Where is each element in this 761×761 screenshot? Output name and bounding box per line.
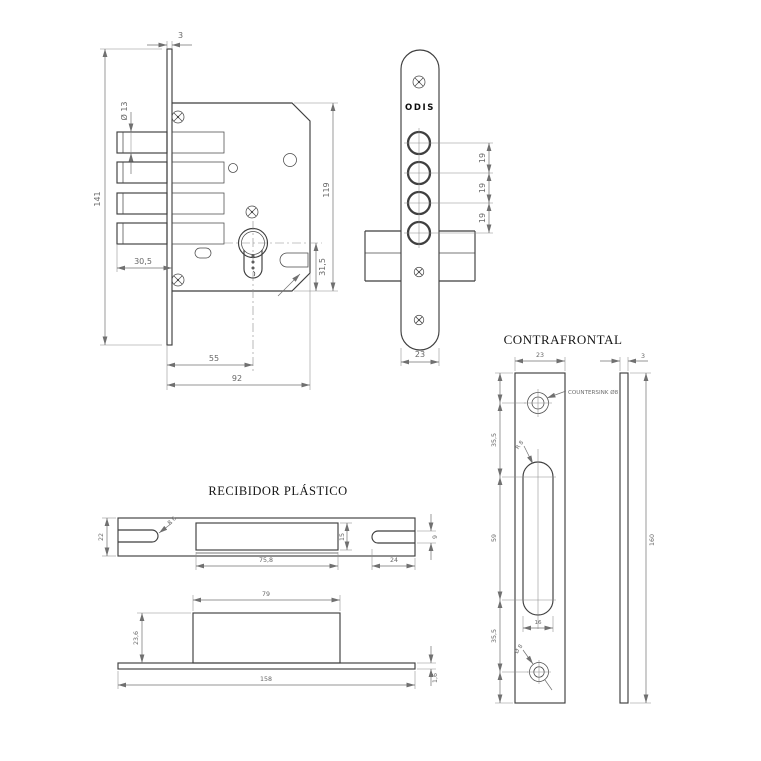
dim-label: 16 (534, 620, 542, 626)
dim-base-thickness (417, 646, 439, 686)
lock-case-outline (172, 103, 310, 291)
dim-label: 3 (178, 31, 184, 40)
dim-window-width (196, 552, 338, 570)
dim-label: 19 (478, 182, 487, 194)
dim-faceplate-thickness (147, 31, 192, 49)
dim-label: 79 (261, 591, 271, 598)
dim-label: 1,6 (432, 672, 439, 684)
dim-label: 160 (649, 533, 656, 547)
dim-label: R 8 (515, 439, 526, 451)
dim-label: 19 (478, 212, 487, 224)
dim-label: R 6 (166, 515, 178, 527)
dim-label: 55 (208, 354, 220, 363)
dim-receiver-height (98, 518, 116, 556)
lock-body-section-view (93, 31, 338, 390)
dim-label: 24 (389, 557, 399, 564)
chamfer-leader (278, 274, 300, 296)
dim-label: 22 (98, 532, 105, 542)
screw-icon (246, 206, 258, 218)
cylinder-hole (239, 229, 268, 279)
countersunk-hole-top (524, 389, 552, 417)
recibidor-plastico-view (98, 484, 439, 689)
dim-label: 19 (478, 152, 487, 164)
dim-box-height (133, 613, 191, 663)
plate-side-view (620, 373, 628, 703)
dim-bolt-pitches (478, 143, 489, 233)
screw-icon (414, 315, 424, 325)
dim-label: Ø 13 (120, 101, 129, 121)
dim-plate-height (630, 373, 656, 703)
faceplate-edge (167, 49, 172, 345)
dim-faceplate-width (401, 348, 439, 366)
dim-label: Ø 8 (513, 643, 525, 656)
countersink-callout (547, 389, 619, 398)
dim-cylinder-to-edge (316, 243, 327, 291)
dim-label: 92 (231, 374, 243, 383)
pin-hole (229, 164, 238, 173)
dim-label: 3 (641, 353, 646, 360)
dim-label: 9 (432, 534, 439, 540)
follower-slot (280, 253, 308, 267)
dim-plate-thickness (600, 353, 648, 371)
dim-bolt-diameter (119, 101, 131, 174)
dim-box-width (193, 591, 340, 611)
dim-backset (167, 345, 253, 370)
screw-icon (172, 111, 184, 123)
dim-chain-left (491, 373, 513, 703)
dim-label: 35,5 (491, 432, 498, 448)
dim-slot-radius (515, 440, 533, 464)
center-window (196, 523, 338, 550)
deadbolts (117, 132, 224, 244)
screw-icon (414, 267, 424, 277)
dim-label: 23,6 (133, 630, 140, 646)
dim-label: 35,5 (491, 628, 498, 644)
dim-label: 75,8 (258, 557, 274, 564)
dim-window-height (339, 523, 352, 550)
contrafrontal-view (491, 332, 656, 703)
callout-label: COUNTERSINK Ø8 (568, 390, 619, 396)
fixing-hole (284, 154, 297, 167)
view-title: RECIBIDOR PLÁSTICO (208, 484, 348, 498)
brand-logo: ODIS (405, 103, 435, 113)
dim-label: 30,5 (134, 257, 152, 266)
screw-icon (413, 76, 425, 88)
countersunk-hole-bottom (513, 643, 552, 690)
left-slot (118, 530, 158, 542)
screw-icon (172, 274, 184, 286)
dim-base-width (118, 671, 415, 689)
dim-label: 31,5 (318, 258, 327, 276)
oval-hole (195, 248, 211, 258)
dim-label: 158 (259, 676, 273, 683)
right-slot (372, 531, 415, 543)
faceplate-outline (401, 50, 439, 350)
dim-label: 119 (322, 182, 331, 198)
dim-label: 15 (339, 532, 346, 542)
receiver-base (118, 663, 415, 669)
faceplate-front-view (365, 50, 493, 366)
dim-right-slot-width (417, 514, 439, 560)
dim-plate-width (515, 352, 565, 371)
dim-label: 141 (93, 191, 102, 207)
dim-bolt-throw (117, 244, 172, 272)
dim-label: 59 (491, 533, 498, 543)
dim-right-slot-length (372, 549, 415, 570)
view-title: CONTRAFRONTAL (503, 332, 623, 347)
receiver-box (193, 613, 340, 663)
dim-label: 23 (535, 352, 545, 359)
dim-label: 23 (414, 350, 426, 359)
dim-total-height (93, 49, 162, 345)
